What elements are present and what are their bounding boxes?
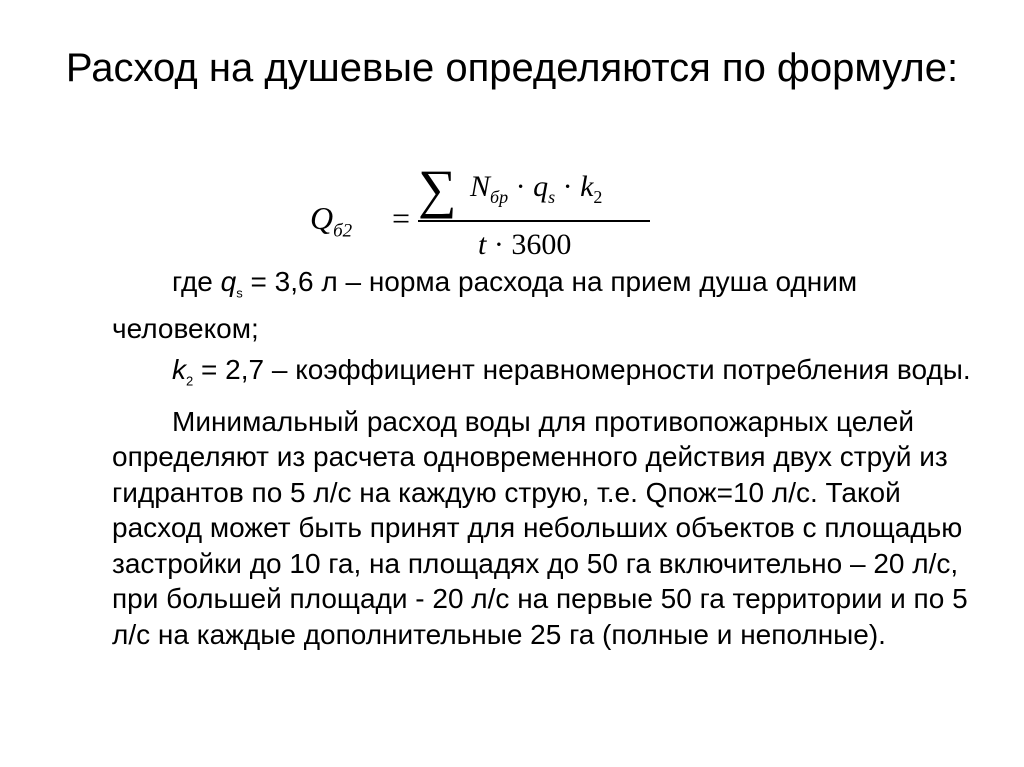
formula-equals: = [392,200,411,236]
paragraph-k2: $k_2 = 2,7$ – коэффициент неравномерности потребления воды. [172,353,971,389]
body-text [112,264,972,652]
slide-title: Расход на душевые определяются по формуле: [65,46,959,90]
sum-symbol: ∑ [418,159,457,219]
formula-lhs: $Q_{б2}$ [310,200,353,242]
paragraph-fire-water: Минимальный расход воды для противопожарных целей определяют из расчета одновременного действия двух струй из гидрантов по 5 л/с на каждую струю, т.е. Qпож=10 л/с. Такой расход может быть принят для небольших объектов с площадью застройки до 10 га, на площадях до 50 га включительно – 20 л/с, при большей площади - 20 л/с на первые 50 га территории и по 5 л/с на каждые дополнительные 25 га (полные и неполные). [112,405,968,650]
formula-denominator: t · 3600 [478,228,572,261]
formula-numerator: $N_{бр} \cdot q_s \cdot k_2$ [470,170,603,207]
paragraph-qs: где $q_s = 3,6$ л – норма расхода на прием душа одним человеком; [112,266,858,345]
fraction-line [418,220,650,222]
